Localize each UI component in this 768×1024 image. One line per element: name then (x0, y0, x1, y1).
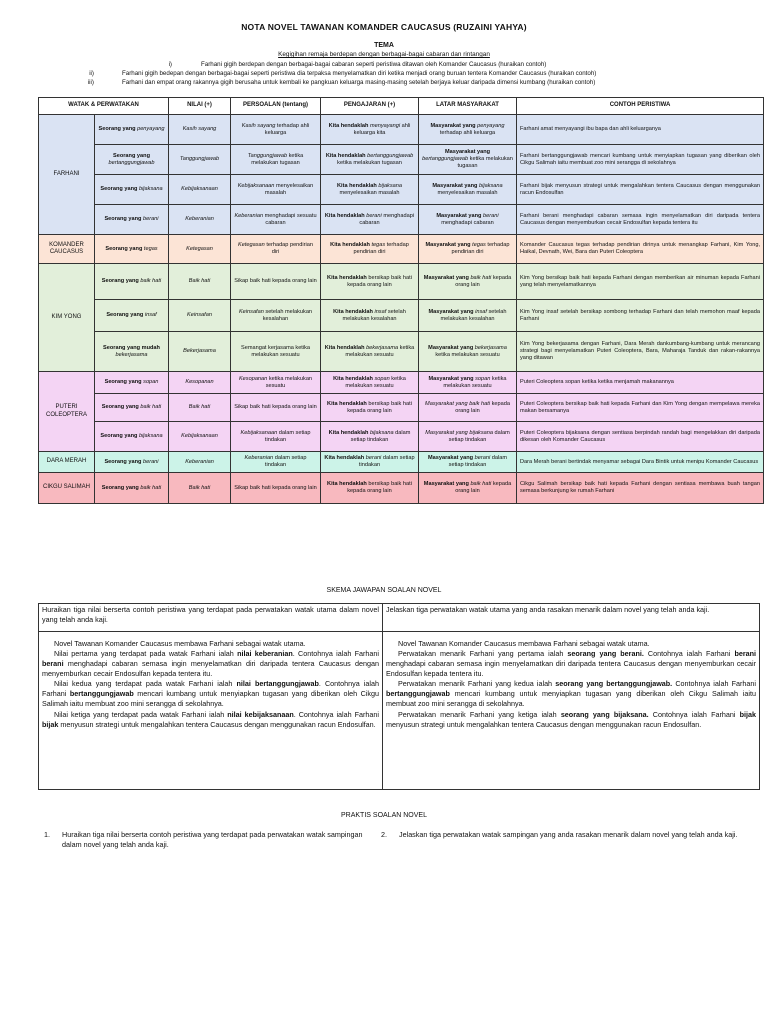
nilai-cell: Ketegasan (169, 235, 231, 264)
character-name: KIM YONG (39, 264, 95, 372)
question-number: 2. (381, 830, 387, 839)
praktis-title: PRAKTIS SOALAN NOVEL (341, 812, 427, 819)
skema-answer-left (39, 632, 383, 790)
latar-cell: Masyarakat yang bekerjasama ketika melakukan sesuatu (419, 332, 517, 372)
trait-cell: Seorang yang baik hati (95, 394, 169, 422)
table-row (39, 332, 764, 372)
answer-paragraph: Nilai ketiga yang terdapat pada watak Farhani ialah nilai kebijaksanaan. Contohnya ialah Farhani bijak menyusun strategi untuk mengalahkan tentera Caucasus dengan menggunakan racun Endosulfan. (42, 709, 379, 729)
tema-subtitle: Kegigihan remaja berdepan dengan berbagai-bagai cabaran dan rintangan (278, 51, 490, 58)
column-header: LATAR MASYARAKAT (419, 98, 517, 115)
latar-cell: Masyarakat yang berani dalam setiap tindakan (419, 452, 517, 473)
skema-answer-row (39, 632, 760, 790)
pengajaran-cell: Kita hendaklah sopan ketika melakukan sesuatu (321, 372, 419, 394)
skema-table (38, 603, 760, 790)
latar-cell: Masyarakat yang baik hati kepada orang lain (419, 264, 517, 300)
column-header: NILAI (+) (169, 98, 231, 115)
pengajaran-cell: Kita hendaklah insaf setelah melakukan kesalahan (321, 300, 419, 332)
contoh-cell: Farhani bertanggungjawab mencari kumbang untuk menyiapkan tugasan yang diberikan oleh Cikgu Salimah iaitu membuat zoo mini serangga di sekolahnya (517, 145, 764, 175)
trait-cell: Seorang yang mudah bekerjasama (95, 332, 169, 372)
table-row (39, 372, 764, 394)
question-number: 1. (44, 830, 50, 839)
latar-cell: Masyarakat yang bijaksana dalam setiap tindakan (419, 422, 517, 452)
character-name: PUTERI COLEOPTERA (39, 372, 95, 452)
tema-point-text: Farhani gigih bedepan dengan berbagai-bagai seperti peristiwa dia terpaksa menyelamatkan diri ketika menjadi orang buruan tentera Komander Caucasus (huraikan contoh) (122, 70, 597, 77)
contoh-cell: Kim Yong bekerjasama dengan Farhani, Dara Merah dankumbang-kumbang untuk merancang strategi bagi menyelamatkan Puteri Coleoptera, Bara, Maharaja Tanduk dan rakan-rakannya yang ditawan (517, 332, 764, 372)
nilai-cell: Kesopanan (169, 372, 231, 394)
answer-intro: Novel Tawanan Komander Caucasus membawa Farhani sebagai watak utama. (54, 639, 306, 648)
column-header: WATAK & PERWATAKAN (39, 98, 169, 115)
persoalan-cell: Semangat kerjasama ketika melakukan sesuatu (231, 332, 321, 372)
persoalan-cell: Sikap baik hati kepada orang lain (231, 473, 321, 504)
table-row (39, 205, 764, 235)
trait-cell: Seorang yang baik hati (95, 264, 169, 300)
pengajaran-cell: Kita hendaklah tegas terhadap pendirian diri (321, 235, 419, 264)
character-name: DARA MERAH (39, 452, 95, 473)
nilai-cell: Baik hati (169, 473, 231, 504)
pengajaran-cell: Kita hendaklah berani dalam setiap tindakan (321, 452, 419, 473)
contoh-cell: Farhani berani menghadapi cabaran semasa ingin menyelamatkan diri daripada tentera Caucasus dengan menyemburkan cecair Endosulfan kepada tentera itu (517, 205, 764, 235)
latar-cell: Masyarakat yang baik hati kepada orang lain (419, 473, 517, 504)
trait-cell: Seorang yang berani (95, 452, 169, 473)
contoh-cell: Farhani bijak menyusun strategi untuk mengalahkan tentera Caucasus dengan menggunakan racun Endosulfan (517, 175, 764, 205)
tema-point-number: ii) (89, 70, 94, 77)
table-row (39, 235, 764, 264)
persoalan-cell: Sikap baik hati kepada orang lain (231, 394, 321, 422)
tema-point-text: Farhani dan empat orang rakannya gigih berusaha untuk kembali ke pangkuan keluarga masing-masing setelah berjaya keluar daripada dimensi kumbang (huraikan contoh) (122, 79, 596, 86)
contoh-cell: Dara Merah berani bertindak menyamar sebagai Dara Bintik untuk menipu Komander Caucasus (517, 452, 764, 473)
latar-cell: Masyarakat yang tegas terhadap pendirian diri (419, 235, 517, 264)
pengajaran-cell: Kita hendaklah bersikap baik hati kepada orang lain (321, 264, 419, 300)
nilai-cell: Keberanian (169, 452, 231, 473)
answer-paragraph: Nilai pertama yang terdapat pada watak Farhani ialah nilai keberanian. Contohnya ialah Farhani berani menghadapi cabaran semasa ingin menyelamatkan diri daripada tentera Caucasus dengan menyemburkan cecair Endosulfan kepada tentera itu. (42, 649, 379, 679)
table-row (39, 422, 764, 452)
skema-question-right: Jelaskan tiga perwatakan watak utama yang anda rasakan menarik dalam novel yang telah anda kaji. (383, 604, 760, 632)
persoalan-cell: Kebijaksanaan dalam setiap tindakan (231, 422, 321, 452)
contoh-cell: Kim Yong insaf setelah bersikap sombong terhadap Farhani dan telah memohon maaf kepada Farhani (517, 300, 764, 332)
table-header-row (39, 98, 764, 115)
skema-question-left: Huraikan tiga nilai berserta contoh peristiwa yang terdapat pada perwatakan watak utama dalam novel yang telah anda kaji. (39, 604, 383, 632)
persoalan-cell: Kasih sayang terhadap ahli keluarga (231, 115, 321, 145)
trait-cell: Seorang yang insaf (95, 300, 169, 332)
question-text: Huraikan tiga nilai berserta contoh peristiwa yang terdapat pada perwatakan watak sampingan dalam novel yang telah anda kaji. (62, 830, 363, 850)
persoalan-cell: Keinsafan setelah melakukan kesalahan (231, 300, 321, 332)
latar-cell: Masyarakat yang insaf setelah melakukan kesalahan (419, 300, 517, 332)
table-row (39, 145, 764, 175)
latar-cell: Masyarakat yang penyayang terhadap ahli keluarga (419, 115, 517, 145)
table-row (39, 115, 764, 145)
persoalan-cell: Kesopanan ketika melakukan sesuatu (231, 372, 321, 394)
contoh-cell: Kim Yong bersikap baik hati kepada Farhani dengan memberikan air minuman kepada Farhani yang telah menyelamatkannya (517, 264, 764, 300)
tema-point-number: iii) (87, 79, 94, 86)
tema-point-text: Farhani gigih berdepan dengan berbagai-bagai cabaran seperti peristiwa ditawan oleh Komander Caucasus (huraikan contoh) (201, 61, 547, 68)
table-row (39, 452, 764, 473)
nilai-cell: Keberanian (169, 205, 231, 235)
pengajaran-cell: Kita hendaklah bijaksana menyelesaikan masalah (321, 175, 419, 205)
answer-paragraph: Perwatakan menarik Farhani yang ketiga ialah seorang yang bijaksana. Contohnya ialah Farhani bijak menyusun strategi untuk mengalahkan tentera Caucasus dengan menggunakan racun Endosulfan. (386, 709, 756, 729)
pengajaran-cell: Kita hendaklah bersikap baik hati kepada orang lain (321, 394, 419, 422)
praktis-question-1 (44, 830, 374, 860)
table-row (39, 300, 764, 332)
persoalan-cell: Kebijaksanaan menyelesaikan masalah (231, 175, 321, 205)
persoalan-cell: Ketegasan terhadap pendirian diri (231, 235, 321, 264)
nilai-cell: Tanggungjawab (169, 145, 231, 175)
trait-cell: Seorang yang tegas (95, 235, 169, 264)
skema-title: SKEMA JAWAPAN SOALAN NOVEL (326, 587, 442, 594)
table-row (39, 473, 764, 504)
trait-cell: Seorang yang berani (95, 205, 169, 235)
contoh-cell: Puteri Coleoptera sopan ketika ketika menjamah makanannya (517, 372, 764, 394)
column-header: CONTOH PERISTIWA (517, 98, 764, 115)
trait-cell: Seorang yang sopan (95, 372, 169, 394)
pengajaran-cell: Kita hendaklah menyayangi ahli keluarga kita (321, 115, 419, 145)
pengajaran-cell: Kita hendaklah bekerjasama ketika melakukan sesuatu (321, 332, 419, 372)
trait-cell: Seorang yang bertanggungjawab (95, 145, 169, 175)
skema-answer-right (383, 632, 760, 790)
latar-cell: Masyarakat yang bijaksana menyelesaikan masalah (419, 175, 517, 205)
table-row (39, 394, 764, 422)
contoh-cell: Cikgu Salimah bersikap baik hati kepada Farhani dengan sentiasa membawa buah tangan semasa berkunjung ke rumah Farhani (517, 473, 764, 504)
character-name: FARHANI (39, 115, 95, 235)
persoalan-cell: Tanggungjawab ketika melakukan tugasan (231, 145, 321, 175)
character-name: CIKGU SALIMAH (39, 473, 95, 504)
latar-cell: Masyarakat yang baik hati kepada orang lain (419, 394, 517, 422)
contoh-cell: Puteri Coleoptera bersikap baik hati kepada Farhani dan Kim Yong dengan mempelawa mereka makan bersamanya (517, 394, 764, 422)
latar-cell: Masyarakat yang berani menghadapi cabaran (419, 205, 517, 235)
contoh-cell: Puteri Coleoptera bijaksana dengan sentiasa berpindah randah bagi mengelakkan diri daripada dikesan oleh Komander Caucasus (517, 422, 764, 452)
nilai-cell: Keinsafan (169, 300, 231, 332)
character-name: KOMANDER CAUCASUS (39, 235, 95, 264)
nilai-cell: Baik hati (169, 394, 231, 422)
trait-cell: Seorang yang baik hati (95, 473, 169, 504)
answer-paragraph: Perwatakan menarik Farhani yang kedua ialah seorang yang bertanggungjawab. Contohnya ialah Farhani bertanggungjawab mencari kumbang untuk menyiapkan tugasan yang diberikan oleh Cikgu Salimah iaitu membuat zoo mini serangga di sekolahnya. (386, 679, 756, 709)
skema-question-row (39, 604, 760, 632)
latar-cell: Masyarakat yang bertanggungjawab ketika melakukan tugasan (419, 145, 517, 175)
nilai-cell: Baik hati (169, 264, 231, 300)
character-table (38, 97, 764, 504)
latar-cell: Masyarakat yang sopan ketika melakukan sesuatu (419, 372, 517, 394)
answer-paragraph: Perwatakan menarik Farhani yang pertama ialah seorang yang berani. Contohnya ialah Farhani berani menghadapi cabaran semasa ingin menyelamatkan diri daripada tentera Caucasus dengan menyemburkan cecair Endosulfan kepada tentera itu. (386, 649, 757, 679)
column-header: PERSOALAN (tentang) (231, 98, 321, 115)
trait-cell: Seorang yang bijaksana (95, 175, 169, 205)
answer-intro: Novel Tawanan Komander Caucasus membawa Farhani sebagai watak utama. (398, 639, 650, 648)
document-title: NOTA NOVEL TAWANAN KOMANDER CAUCASUS (RUZAINI YAHYA) (241, 22, 527, 32)
contoh-cell: Farhani amat menyayangi ibu bapa dan ahli keluarganya (517, 115, 764, 145)
tema-point-number: i) (168, 61, 172, 68)
question-text: Jelaskan tiga perwatakan watak sampingan yang anda rasakan menarik dalam novel yang telah anda kaji. (399, 830, 738, 839)
trait-cell: Seorang yang bijaksana (95, 422, 169, 452)
table-row (39, 175, 764, 205)
answer-paragraph: Nilai kedua yang terdapat pada watak Farhani ialah nilai bertanggungjawab. Contohnya ialah Farhani bertanggungjawab mencari kumbang untuk menyiapkan tugasan yang diberikan oleh Cikgu Salimah iaitu membuat zoo mini serangga di sekolahnya. (42, 679, 379, 709)
persoalan-cell: Sikap baik hati kepada orang lain (231, 264, 321, 300)
table-row (39, 264, 764, 300)
praktis-question-2 (381, 830, 759, 860)
pengajaran-cell: Kita hendaklah bijaksana dalam setiap tindakan (321, 422, 419, 452)
persoalan-cell: Keberanian dalam setiap tindakan (231, 452, 321, 473)
trait-cell: Seorang yang penyayang (95, 115, 169, 145)
pengajaran-cell: Kita hendaklah bertanggungjawab ketika melakukan tugasan (321, 145, 419, 175)
nilai-cell: Kebijaksanaan (169, 422, 231, 452)
tema-heading: TEMA (374, 42, 394, 49)
nilai-cell: Kasih sayang (169, 115, 231, 145)
nilai-cell: Kebijaksanaan (169, 175, 231, 205)
persoalan-cell: Keberanian menghadapi sesuatu cabaran (231, 205, 321, 235)
column-header: PENGAJARAN (+) (321, 98, 419, 115)
contoh-cell: Komander Caucasus tegas terhadap pendirian dirinya untuk menangkap Farhani, Kim Yong, Haikal, Devnath, Wei, Bara dan Puteri Coleoptera (517, 235, 764, 264)
pengajaran-cell: Kita hendaklah bersikap baik hati kepada orang lain (321, 473, 419, 504)
pengajaran-cell: Kita hendaklah berani menghadapi cabaran (321, 205, 419, 235)
nilai-cell: Bekerjasama (169, 332, 231, 372)
